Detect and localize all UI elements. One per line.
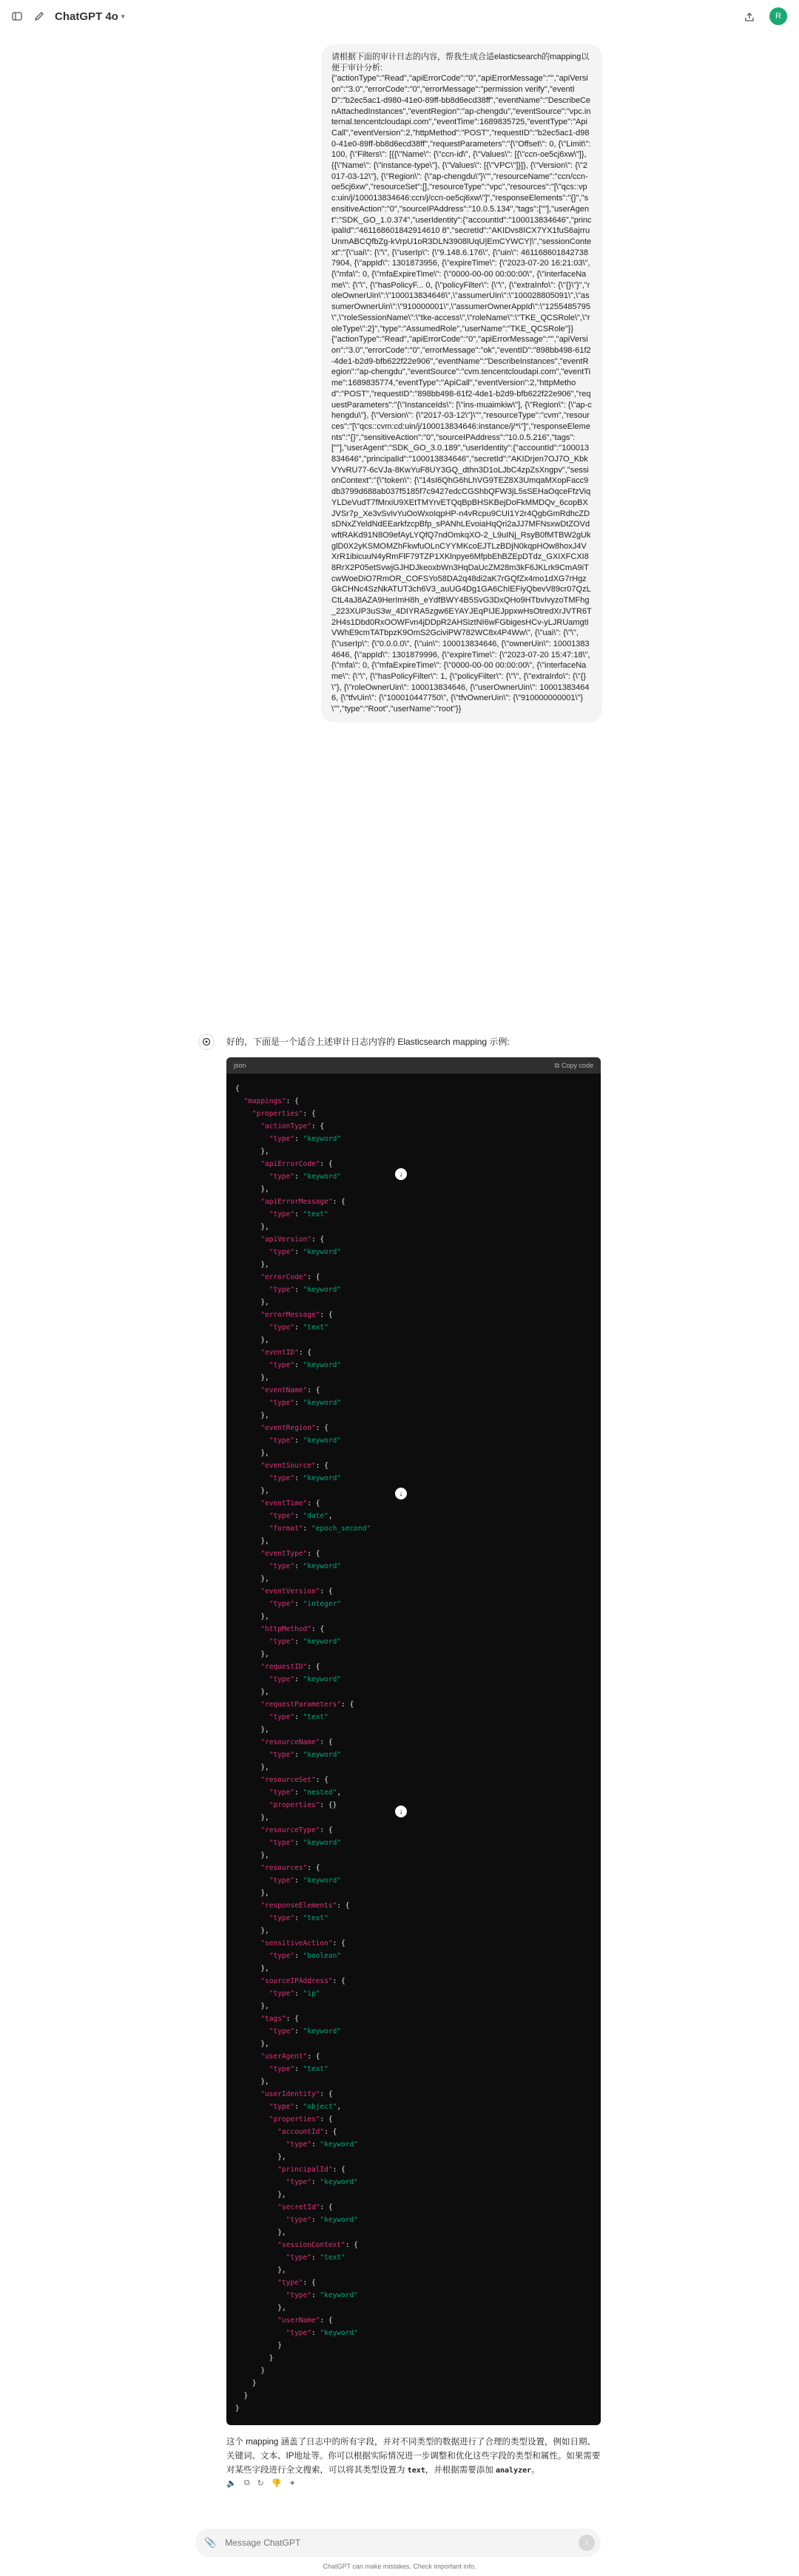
- summary-text: ，并根据需要添加: [425, 2466, 496, 2475]
- model-selector[interactable]: [55, 10, 124, 23]
- code-line: "type": "keyword": [269, 1839, 342, 1847]
- code-line: },: [235, 2191, 286, 2199]
- code-line: "userName": {: [277, 2316, 333, 2325]
- code-line: "type": "keyword": [269, 1135, 342, 1143]
- summary-text: 这个 mapping 涵盖了日志中的所有字段，并对不同类型的数据进行了合理的类型设置，例如日期、关键词、文本、IP地址等。你可以根据实际情况进一步调整和优化这些字段的类型和属性。如果需要对某些字段进行全文搜索，可以将其类型设置为: [226, 2438, 601, 2475]
- code-line: }: [235, 2392, 249, 2400]
- code-line: "tags": {: [260, 2015, 299, 2023]
- code-line: "type": "ip": [269, 1990, 320, 1998]
- code-line: },: [235, 1449, 269, 1457]
- code-line: "type": "keyword": [286, 2291, 358, 2299]
- copy-code-button[interactable]: [555, 1062, 593, 1070]
- code-line: },: [235, 1411, 269, 1420]
- code-line: },: [235, 1261, 269, 1269]
- code-line: "type": "text": [286, 2254, 345, 2262]
- code-line: },: [235, 1487, 269, 1495]
- code-line: "sourceIPAddress": {: [260, 1977, 345, 1985]
- user-avatar[interactable]: R: [769, 7, 787, 25]
- code-line: "requestID": {: [260, 1663, 320, 1671]
- code-line: },: [235, 2153, 286, 2161]
- code-line: "format": "epoch_second": [269, 1525, 371, 1533]
- code-line: "errorCode": {: [260, 1273, 320, 1281]
- code-line: "requestParameters": {: [260, 1701, 354, 1709]
- message-input[interactable]: [223, 2537, 579, 2549]
- code-line: "eventID": {: [260, 1349, 311, 1357]
- code-line: "type": "text": [269, 1713, 328, 1721]
- code-line: "sessionContext": {: [277, 2241, 358, 2249]
- code-line: },: [235, 2078, 269, 2086]
- code-line: "type": "integer": [269, 1600, 342, 1608]
- inline-code: analyzer: [496, 2467, 532, 2475]
- code-line: "type": "keyword": [286, 2216, 358, 2224]
- scroll-down-icon[interactable]: ↓: [395, 1488, 407, 1499]
- read-aloud-icon[interactable]: 🔈: [226, 2479, 237, 2488]
- code-line: "userAgent": {: [260, 2053, 320, 2061]
- code-line: },: [235, 2266, 286, 2274]
- code-line: "type": "text": [269, 1210, 328, 1218]
- code-line: },: [235, 1851, 269, 1860]
- code-line: }: [235, 2342, 282, 2350]
- code-line: "eventName": {: [260, 1386, 320, 1394]
- assistant-intro: 好的，下面是一个适合上述审计日志内容的 Elasticsearch mapping 示例:: [226, 1037, 510, 1047]
- code-line: "apiVersion": {: [260, 1236, 325, 1244]
- attach-icon[interactable]: 📎: [204, 2537, 217, 2548]
- code-line: },: [235, 1650, 269, 1658]
- code-line: "apiErrorCode": {: [260, 1160, 333, 1168]
- code-line: }: [235, 2354, 274, 2362]
- code-line: "actionType": {: [260, 1122, 325, 1131]
- assistant-summary: [226, 2436, 602, 2478]
- inline-code: text: [407, 2467, 425, 2475]
- code-line: "type": "nested",: [269, 1789, 342, 1797]
- code-line: "type": "keyword": [286, 2178, 358, 2186]
- message-actions: [226, 2478, 296, 2488]
- code-block: [226, 1057, 601, 2425]
- code-line: },: [235, 1298, 269, 1306]
- code-line: },: [235, 1965, 269, 1973]
- copy-code-label: Copy code: [561, 1062, 593, 1069]
- code-line: },: [235, 1223, 269, 1231]
- code-line: },: [235, 1613, 269, 1621]
- code-line: },: [235, 1575, 269, 1583]
- code-line: "type": "keyword": [269, 1675, 342, 1684]
- code-line: "accountId": {: [277, 2128, 337, 2136]
- code-line: "httpMethod": {: [260, 1625, 325, 1633]
- code-line: },: [235, 2040, 269, 2048]
- code-line: "userIdentity": {: [260, 2090, 333, 2098]
- code-line: },: [235, 1148, 269, 1156]
- clipboard-icon: ⧉: [554, 1061, 559, 1069]
- code-line: "type": "keyword": [269, 1751, 342, 1759]
- code-line: "errorMessage": {: [260, 1311, 333, 1319]
- composer: [195, 2529, 601, 2557]
- sidebar-toggle-icon[interactable]: [9, 8, 25, 24]
- code-line: "properties": {: [269, 2115, 333, 2123]
- code-line: },: [235, 2228, 286, 2237]
- scroll-down-icon[interactable]: ↓: [395, 1168, 407, 1180]
- code-line: "type": "keyword": [286, 2329, 358, 2337]
- code-line: "properties": {}: [269, 1801, 337, 1809]
- code-line: "resourceType": {: [260, 1826, 333, 1834]
- model-switch-icon[interactable]: ✦: [289, 2479, 296, 2488]
- share-icon[interactable]: [741, 9, 758, 25]
- code-line: "type": "keyword": [269, 1361, 342, 1369]
- code-line: "type": "date",: [269, 1512, 333, 1520]
- code-line: "eventRegion": {: [260, 1424, 328, 1432]
- code-line: },: [235, 1889, 269, 1897]
- code-line: "principalId": {: [277, 2166, 345, 2174]
- code-line: "type": "keyword": [269, 1286, 342, 1294]
- code-line: {: [235, 1085, 240, 1093]
- code-line: "secretId": {: [277, 2203, 333, 2211]
- code-header: [226, 1057, 601, 1074]
- summary-text: 。: [531, 2466, 540, 2475]
- code-line: "resourceSet": {: [260, 1776, 328, 1784]
- code-line: "sensitiveAction": {: [260, 1939, 345, 1948]
- code-line: },: [235, 1726, 269, 1734]
- code-line: "eventSource": {: [260, 1462, 328, 1470]
- top-bar: [0, 0, 799, 33]
- code-line: "type": "keyword": [286, 2141, 358, 2149]
- send-button[interactable]: [579, 2535, 595, 2551]
- code-line: "mappings": {: [243, 1097, 299, 1105]
- code-line: }: [235, 2404, 240, 2413]
- arrow-up-icon: ↑: [584, 2538, 589, 2548]
- code-line: },: [235, 1688, 269, 1696]
- code-line: "type": "keyword": [269, 1173, 342, 1181]
- chevron-down-icon: ▾: [121, 12, 125, 20]
- code-line: },: [235, 1185, 269, 1193]
- code-line: }: [235, 2367, 266, 2375]
- code-line: "type": "keyword": [269, 1474, 342, 1482]
- code-line: "type": "text": [269, 1914, 328, 1922]
- regenerate-icon[interactable]: ↻: [257, 2479, 264, 2488]
- code-line: "properties": {: [252, 1110, 316, 1118]
- code-line: },: [235, 1336, 269, 1344]
- model-name: ChatGPT 4o: [55, 10, 118, 23]
- code-line: "type": "keyword": [269, 1562, 342, 1570]
- code-line: "responseElements": {: [260, 1902, 350, 1910]
- code-line: "type": "keyword": [269, 1877, 342, 1885]
- code-line: "eventTime": {: [260, 1499, 320, 1508]
- code-line: "type": {: [277, 2279, 316, 2287]
- code-line: },: [235, 1927, 269, 1935]
- code-line: "type": "text": [269, 2065, 328, 2073]
- code-line: "type": "boolean": [269, 1952, 342, 1960]
- thumbs-down-icon[interactable]: 👎: [271, 2479, 282, 2488]
- code-line: },: [235, 1374, 269, 1382]
- code-line: "resourceName": {: [260, 1738, 333, 1746]
- code-line: "type": "object",: [269, 2103, 342, 2111]
- code-line: "type": "keyword": [269, 1248, 342, 1256]
- code-language: json: [234, 1062, 246, 1069]
- new-chat-icon[interactable]: [31, 8, 47, 24]
- code-line: "type": "text": [269, 1323, 328, 1332]
- code-line: "apiErrorMessage": {: [260, 1198, 345, 1206]
- code-line: "eventVersion": {: [260, 1587, 333, 1596]
- code-line: "resources": {: [260, 1864, 320, 1872]
- assistant-logo-icon: [198, 1034, 215, 1050]
- code-line: "type": "keyword": [269, 1437, 342, 1445]
- code-line: },: [235, 1537, 269, 1545]
- code-line: "type": "keyword": [269, 1399, 342, 1407]
- code-line: },: [235, 2002, 269, 2010]
- code-line: },: [235, 1763, 269, 1772]
- code-line: "eventType": {: [260, 1550, 320, 1558]
- code-line: }: [235, 2379, 257, 2387]
- copy-icon[interactable]: ⧉: [243, 2478, 250, 2487]
- scroll-down-icon[interactable]: ↓: [395, 1806, 407, 1817]
- code-line: },: [235, 1814, 269, 1822]
- code-line: "type": "keyword": [269, 1638, 342, 1646]
- code-line: "type": "keyword": [269, 2027, 342, 2036]
- user-message: 请根据下面的审计日志的内容，帮我生成合适elasticsearch的mapping以便于审计分析: {"actionType":"Read","apiErrorCode":"0","apiErrorMessage":"","apiVersion":"3.0","errorCode":"0","errorMessage":"permission verify","eventID":"b2ec5ac1-d980-41e0-89ff-bb8d6ecd38ff","eventName":"DescribeCenAttachedInstances","eventRegion":"ap-chengdu","eventSource":"vpc.internal.tencentcloudapi.com","eventTime":1689835725,"eventType":"ApiCall","eventVersion":2,"httpMethod":"POST","requestID":"b2ec5ac1-d980-41e0-89ff-bb8d6ecd38ff","requestParameters":"{\"Offset\": 0, {\"Limit\": 100, {\"Filters\": [{{\"Name\": {\"ccn-id\", {\"Values\": [{\"ccn-oe5cj6xw\"]}, {{\"Name\": {\"instance-type\"}, {\"Values\": [{\"VPC\"]}]}, {\"Version\": {\"2017-03-12\"}, {\"Region\": {\"ap-chengdu\"}\"","resourceName":"ccn/ccn-oe5cj6xw","resourceSet":[],"resourceType":"vpc","resources":"[\"qcs::vpc:uin/j/100013834646:ccn/j/ccn-oe5cj6xw\"]","responseElements":"{}","sensitiveAction":"0","sourceIPAddress":"10.0.5.134","tags":[""],"userAgent":"SDK_GO_1.0.374","userIdentity":{"accountId":"100013834646","principalId":"461168601842914610 8","secretId":"AKIDvs8ICX7YX1fuS6ajrruUnmABCQfbZg-kVrpU1oR3DLN3908lUqU|EmCYWCY|\","sessionContext":"{\"uai\": {\"\", {\"userIp\": {\"9.148.6.176\", {\"uin\": 4611686018427387904, {\"appId\": 1301873956, {\"expireTime\": {\"2023-07-20 16:21:03\", {\"mfa\": 0, {\"mfaExpireTime\": {\"0000-00-00 00:00:00\", {\"interfaceName\": {\"\", {\"hasPolicyF... 0, {\"policyFilter\": {\"\", {\"extraInfo\": {\"{}\"}","roleOwnerUin\":\"100013834646\",\"assumerUin\":\"100028805091\",\"assumerOwnerUin\":\"910000001\",\"assumerOwnerAppId\":\"1255485795\",\"roleSessionName\":\"tke-access\",\"roleName\":\"TKE_QCSRole\",\"roleType\":2}","type":"AssumedRole","userName":"TKE_QCSRole"}} {"actionType":"Read","apiErrorCode":"0","apiErrorMessage":"","apiVersion":"3.0","errorCode":"0","errorMessage":"ok","eventID":"898bb498-61f2-4de1-b2d9-bfb622f22e906","eventName":"DescribeInstances","eventRegion":"ap-chengdu","eventSource":"cvm.tencentcloudapi.com","eventTime":1689835774,"eventType":"ApiCall","eventVersion":2,"httpMethod":"POST","requestID":"898bb498-61f2-4de1-b2d9-bfb622f22e906","requestParameters":"{\"InstanceIds\": [\"ins-muaimkiw\"], {\"Region\": {\"ap-chengdu\"}, {\"Version\": {\"2017-03-12\"}\"","resourceType":"cvm","resources":"[\"qcs::cvm:cd:uin/j/100013834646:instance/j/*\"]","responseElements":"{}","sensitiveAction":"0","sourceIPAddress":"10.0.5.216","tags":[""],"userAgent":"SDK_GO_3.0.189","userIdentity":{"accountId":"100013834646","principalId":"100013834646","secretId":"AKIDrjen7OJ7O_KbkVYvRU77-6cVJa-8KwYuF8UY3GQ_dthn3D1oLJbC4zpZsXngpv","sessionContext":"{\"token\": {\"14sI6QhG6hLhVG9TEZ8X3UmqaMXopFacc9db3799d688ab037f5185f7c9427edcCGShbQFW3jL5sSEHaOqceFfzViqYLDeVudT7fMrxiU9XEtTMYrvETQqBpBHSKBejDoFkMMDQv_6copBXJVSr7p_Xe3vSvIvYuOoWxoIqpHP-n4vRcpu9CUI1Y2r4QgbGmRdhcZDsDNxZYeldNdEEarkfzcpBfp_sPANhLEvoiaHqQri2aJJ7MFNsxwDtZOVdwftRAKd91N8O9efAyLYQfQ7ndOmkqXO-2_L9uINj_RsyB0fMTBW2gUkglD0X2yKSMOMZhFkwfuOLnCYYMKcoEJTLzBDjN0kqpHOw8hoxJ4VXrR1ibicuuN4yRmFlF79TZP1XKlnpye6MfpbEhBZEpDTdz_GXIXFCXI88RrX2P05etSvwjGJHDJkeoxbWn3HqDaUcZM28m3kF6JKLrk9CmA9iTcwWoeDiO7RmOR_COFSYo58DA2q48di2aK7rGQfZx4mo1dXG7rHgzGkCHNc4SzNkATUT3ch6V3_auUG4Dg1GA6ChIEFiyQbevV89cr07QzLCtL4aJ8AZA9HerImH8h_eYdfBWY4B5SvG3DxQHo9HTbvIvyzoTMFhg_223XUP3uS3w_4DIYRA5zgw6EYAYJEqPIJEJppxwHsOtredXrJVTR6T2H4s1Dbd0RxOOWFvn4jDDpR2AHSiztNI6wFGbigesHCv-yLJRUamgtIVWhE9cmTATbpzK9OmS2GciviPW782WC8x4P4Ww\", {\"uai\": {\"\", {\"userIp\": {\"0.0.0.0\", {\"uin\": 100013834646, {\"ownerUin\": 100013834646, {\"appId\": 1301879996, {\"expireTime\": {\"2023-07-20 15:47:18\", {\"mfa\": 0, {\"mfaExpireTime\": {\"0000-00-00 00:00:00\", {\"interfaceName\": {\"\", {\"hasPolicyFilter\": 1, {\"policyFilter\": {\"\", {\"extraInfo\": {\"{}\"}, {\"roleOwnerUin\": 100013834646, {\"userOwnerUin\": 100013834646, {\"tfvUin\": {\"100010447750\", {\"tfvOwnerUin\": {\"910000000001\"}\"","type":"Root","userName":"root"}}: [321, 44, 602, 722]
- code-line: },: [235, 2304, 286, 2312]
- disclaimer: ChatGPT can make mistakes. Check important info.: [323, 2563, 476, 2570]
- code-content: [226, 1074, 601, 2424]
